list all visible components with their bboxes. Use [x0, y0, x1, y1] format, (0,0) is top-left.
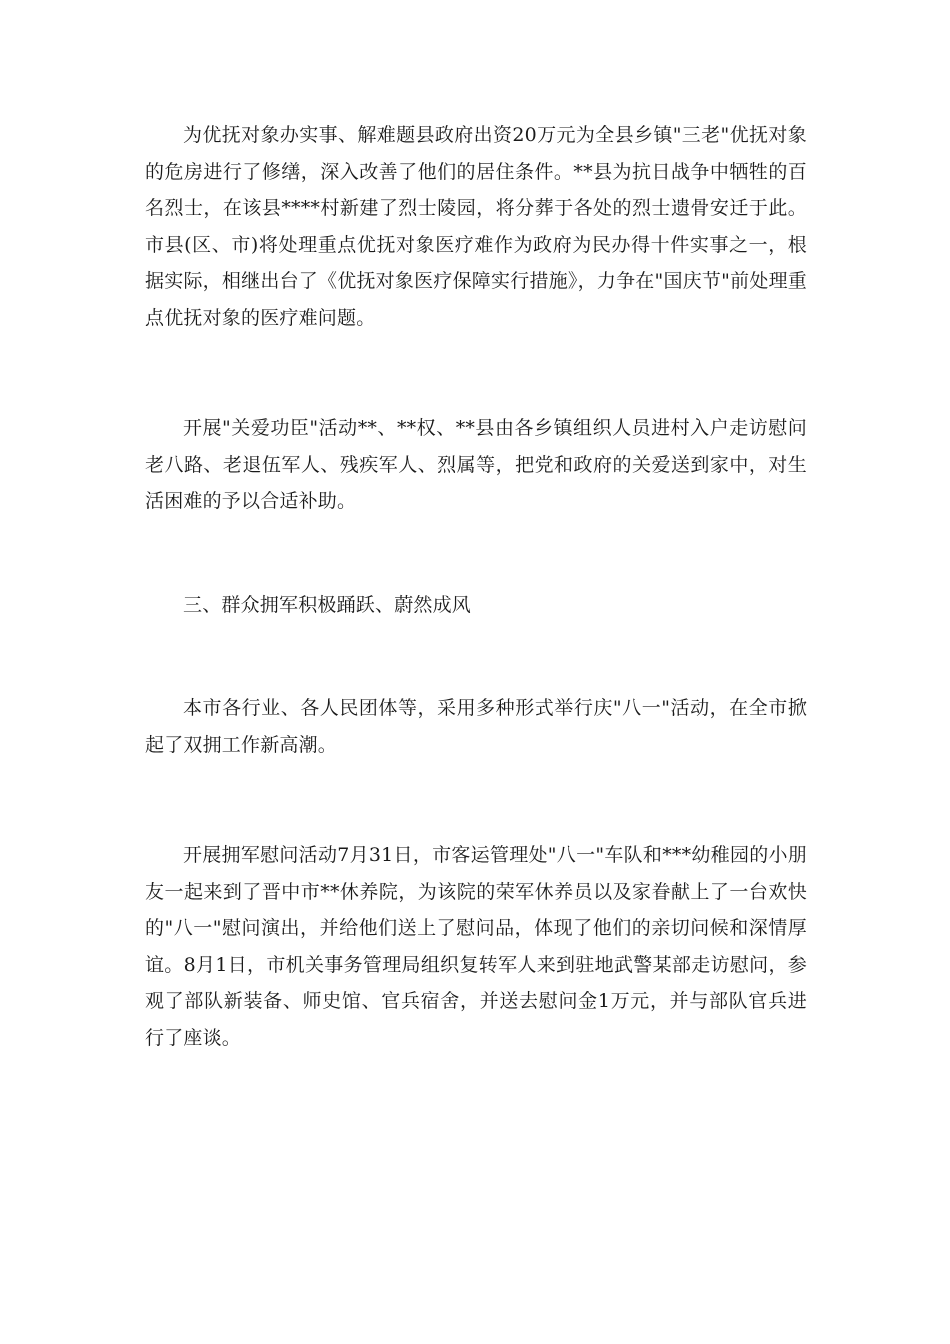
paragraph-care-for-heroes: 开展"关爱功臣"活动**、**权、**县由各乡镇组织人员进村入户走访慰问老八路、老退伍军人、残疾军人、烈属等，把党和政府的关爱送到家中，对生活困难的予以合适补助。 [145, 417, 807, 512]
paragraph-preferential-care: 为优抚对象办实事、解难题县政府出资20万元为全县乡镇"三老"优抚对象的危房进行了修缮，深入改善了他们的居住条件。**县为抗日战争中牺牲的百名烈士，在该县****村新建了烈士陵园，将分葬于各处的烈士遗骨安迁于此。市县(区、市)将处理重点优抚对象医疗难作为政府为民办得十件实事之一，根据实际，相继出台了《优抚对象医疗保障实行措施》，力争在"国庆节"前处理重点优抚对象的医疗难问题。 [145, 124, 807, 329]
paragraph-visit-activities: 开展拥军慰问活动7月31日，市客运管理处"八一"车队和***幼稚园的小朋友一起来到了晋中市**休养院，为该院的荣军休养员以及家眷献上了一台欢快的"八一"慰问演出，并给他们送上了慰问品，体现了他们的亲切问候和深情厚谊。8月1日，市机关事务管理局组织复转军人来到驻地武警某部走访慰问，参观了部队新装备、师史馆、官兵宿舍，并送去慰问金1万元，并与部队官兵进行了座谈。 [145, 844, 807, 1049]
paragraph-celebration: 本市各行业、各人民团体等，采用多种形式举行庆"八一"活动，在全市掀起了双拥工作新高潮。 [145, 697, 807, 756]
section-heading: 三、群众拥军积极踊跃、蔚然成风 [183, 594, 472, 616]
